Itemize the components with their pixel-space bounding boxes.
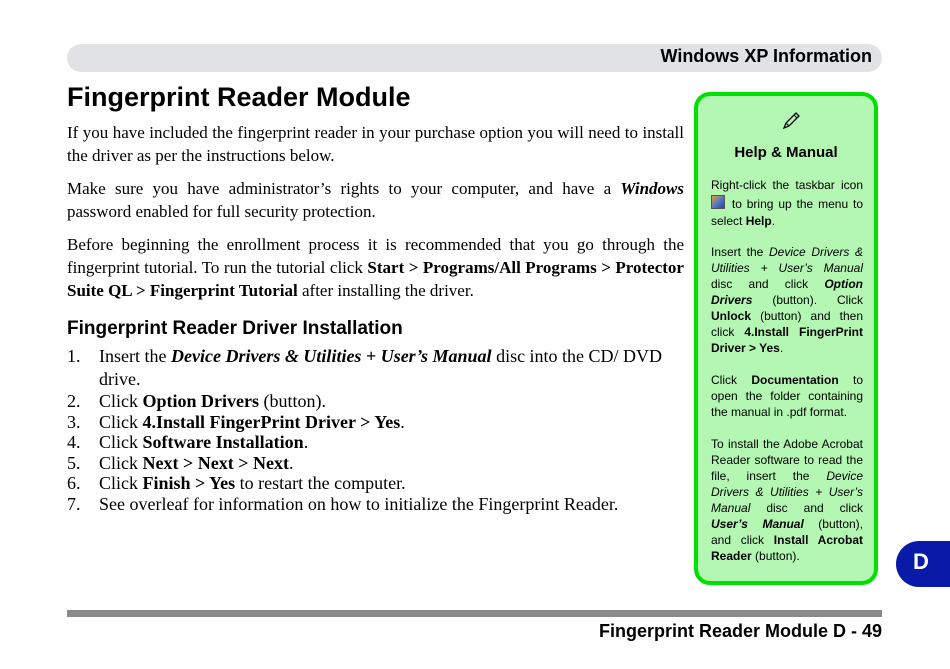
step-number: 1. xyxy=(67,346,81,366)
sidebar-text: to open the folder containing the manual in .pdf format. xyxy=(711,373,863,419)
step-emphasis: Finish > Yes xyxy=(142,473,236,493)
step-text: disc into the CD/ DVD drive. xyxy=(99,346,663,389)
step-emphasis: 4.Install FingerPrint Driver > Yes xyxy=(142,411,401,432)
sidebar-text: Click xyxy=(711,373,752,387)
sidebar-text: (button), and click xyxy=(711,517,863,547)
intro-p3-text-a: Before beginning the enrollment process it is recommended that you go through the fingerprint tutorial. To run the tutorial click xyxy=(67,235,684,277)
footer-rule xyxy=(67,610,882,617)
sidebar-emphasis: Help xyxy=(745,214,772,228)
intro-p3-emphasis: Start > Programs/All Programs > Protector Suite QL > Fingerprint Tutorial xyxy=(67,258,684,300)
step-text: Click xyxy=(99,473,143,493)
sidebar-emphasis: Unlock xyxy=(711,309,752,323)
appendix-tab-label: D xyxy=(913,549,929,574)
intro-p2-text-b: password enabled for full security protection. xyxy=(67,202,376,221)
step-emphasis: Device Drivers & Utilities + User’s Manual xyxy=(170,346,492,366)
sidebar-text: to bring up the menu to select xyxy=(711,196,863,228)
step-text: Click xyxy=(99,452,143,473)
sidebar-paragraph-1 xyxy=(711,177,863,231)
sidebar-paragraph-3 xyxy=(711,372,863,420)
sidebar-emphasis: 4.Install FingerPrint Driver > Yes xyxy=(711,325,863,355)
header-title: Windows XP Information xyxy=(660,46,872,66)
sidebar-emphasis: Option Drivers xyxy=(711,277,863,307)
footer-page-label: Fingerprint Reader Module D - 49 xyxy=(598,621,882,641)
step-number: 5. xyxy=(67,452,81,473)
sidebar-emphasis: Device Drivers & Utilities + User’s Manual xyxy=(711,469,863,515)
step-text: . xyxy=(303,432,309,452)
step-item xyxy=(67,473,687,494)
step-item xyxy=(67,432,687,453)
sidebar-emphasis: Install Acrobat Reader xyxy=(711,533,863,563)
sidebar-title: Help & Manual xyxy=(734,144,838,161)
sidebar-text: (button) and then click xyxy=(711,309,863,339)
page-title: Fingerprint Reader Module xyxy=(67,82,411,112)
sidebar-paragraph-4 xyxy=(711,436,863,564)
sidebar-text: disc and click xyxy=(750,501,863,515)
step-text: See overleaf for information on how to initialize the Fingerprint Reader. xyxy=(99,493,619,514)
step-text: (button). xyxy=(259,391,326,411)
section-heading: Fingerprint Reader Driver Installation xyxy=(67,318,403,339)
help-manual-sidebar xyxy=(694,92,878,585)
taskbar-icon xyxy=(711,195,725,209)
step-text: Click xyxy=(99,432,143,452)
sidebar-text: Insert the xyxy=(711,245,769,259)
sidebar-emphasis: User’s Manual xyxy=(711,517,804,531)
intro-paragraph-2 xyxy=(67,177,684,223)
intro-p3-text-b: after installing the driver. xyxy=(297,281,474,300)
intro-paragraph-1: If you have included the fingerprint reader in your purchase option you will need to install the driver as per the instructions below. xyxy=(67,123,684,165)
header-bar xyxy=(67,44,882,72)
step-text: to restart the computer. xyxy=(235,473,406,493)
step-item xyxy=(67,345,687,391)
step-text: Click xyxy=(99,411,143,432)
sidebar-emphasis: Documentation xyxy=(751,373,839,387)
intro-p2-text-a: Make sure you have administrator’s rights to your computer, and have a xyxy=(67,179,621,198)
sidebar-text: . xyxy=(771,214,776,228)
step-item xyxy=(67,494,687,515)
installation-steps xyxy=(67,345,687,514)
sidebar-text: . xyxy=(779,341,784,355)
intro-paragraph-3 xyxy=(67,233,684,302)
step-item xyxy=(67,391,687,412)
sidebar-text: disc and click xyxy=(711,277,825,291)
sidebar-paragraph-2 xyxy=(711,244,863,356)
step-item xyxy=(67,412,687,433)
step-text: Click xyxy=(99,391,143,411)
step-number: 6. xyxy=(67,473,81,493)
sidebar-text: Right-click the taskbar icon xyxy=(711,178,863,192)
step-number: 7. xyxy=(67,493,81,514)
step-text: . xyxy=(400,411,405,432)
sidebar-text: (button). xyxy=(751,549,800,563)
pencil-icon xyxy=(780,110,802,132)
step-text: Insert the xyxy=(99,346,171,366)
sidebar-emphasis: Device Drivers & Utilities + User’s Manual xyxy=(711,245,863,275)
appendix-tab xyxy=(896,541,950,587)
step-number: 4. xyxy=(67,432,81,452)
intro-p2-emphasis: Windows xyxy=(620,179,684,198)
sidebar-text: (button). Click xyxy=(752,293,863,307)
step-emphasis: Option Drivers xyxy=(142,391,259,411)
step-emphasis: Software Installation xyxy=(142,432,304,452)
step-text: . xyxy=(288,452,294,473)
step-number: 2. xyxy=(67,391,81,411)
step-number: 3. xyxy=(67,411,81,432)
sidebar-text: To install the Adobe Acrobat Reader software to read the file, insert the xyxy=(711,437,863,483)
step-item xyxy=(67,453,687,474)
step-emphasis: Next > Next > Next xyxy=(142,452,289,473)
